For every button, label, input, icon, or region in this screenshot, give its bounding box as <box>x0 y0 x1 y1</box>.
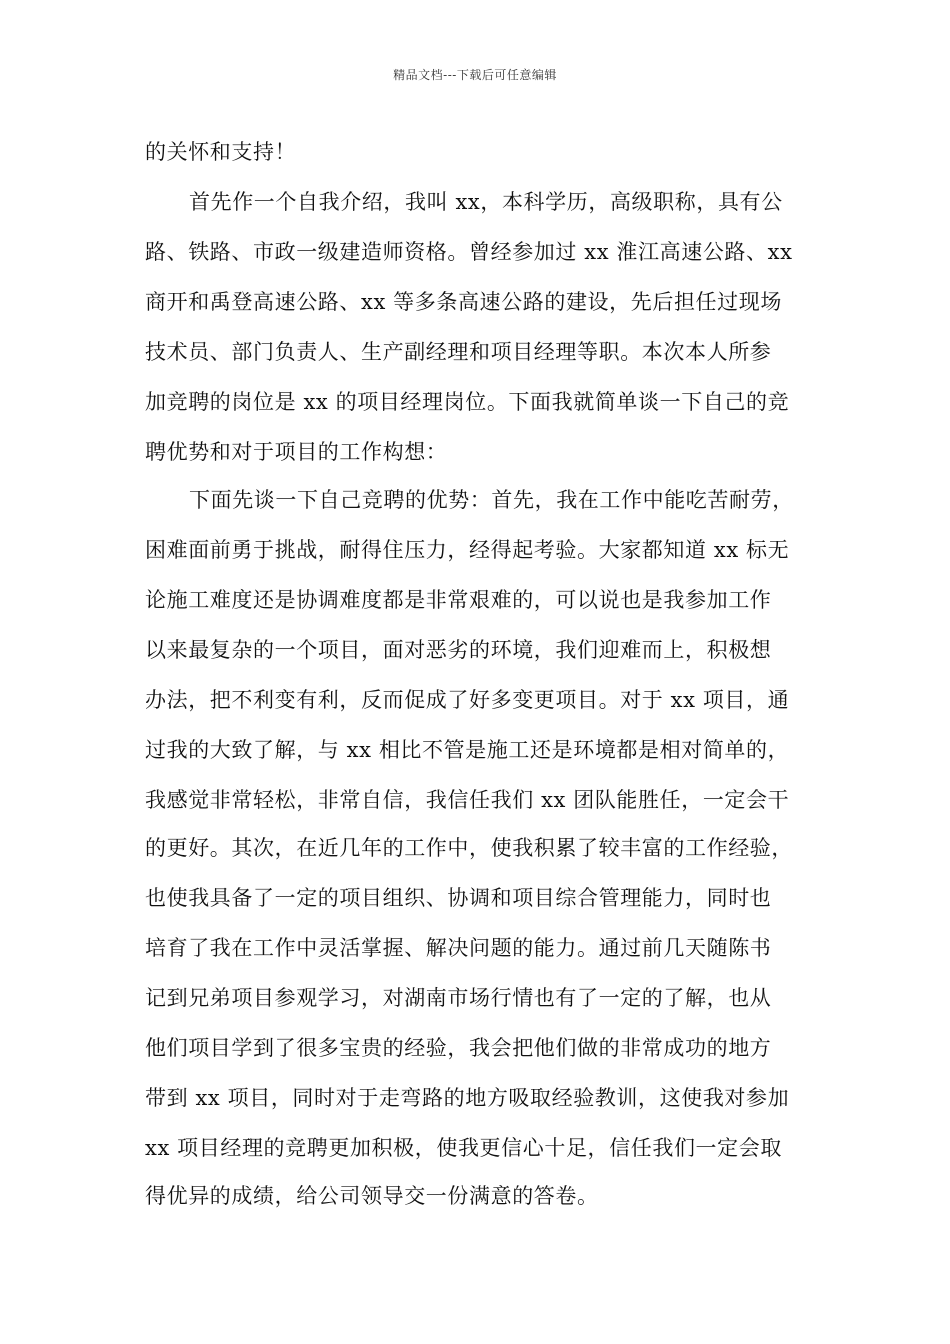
text-line: 论施工难度还是协调难度都是非常艰难的，可以说也是我参加工作 <box>145 588 772 612</box>
text-line: 他们项目学到了很多宝贵的经验，我会把他们做的非常成功的地方 <box>145 1036 772 1060</box>
text-line: 培育了我在工作中灵活掌握、解决问题的能力。通过前几天随陈书 <box>145 936 772 960</box>
text-line: 办法，把不利变有利，反而促成了好多变更项目。对于 xx 项目，通 <box>145 688 790 712</box>
text-line: xx 项目经理的竞聘更加积极，使我更信心十足，信任我们一定会取 <box>145 1136 782 1160</box>
text-line: 技术员、部门负责人、生产副经理和项目经理等职。本次本人所参 <box>145 340 772 364</box>
text-line: 过我的大致了解，与 xx 相比不管是施工还是环境都是相对简单的， <box>145 738 790 762</box>
text-line: 带到 xx 项目，同时对于走弯路的地方吸取经验教训，这使我对参加 <box>145 1086 790 1110</box>
text-line: 下面先谈一下自己竞聘的优势：首先，我在工作中能吃苦耐劳， <box>189 488 794 512</box>
text-line: 的关怀和支持！ <box>145 140 297 164</box>
text-line: 的更好。其次，在近几年的工作中，使我积累了较丰富的工作经验， <box>145 836 793 860</box>
text-line: 得优异的成绩，给公司领导交一份满意的答卷。 <box>145 1184 599 1208</box>
text-line: 路、铁路、市政一级建造师资格。曾经参加过 xx 淮江高速公路、xx <box>145 240 793 264</box>
text-line: 也使我具备了一定的项目组织、协调和项目综合管理能力，同时也 <box>145 886 772 910</box>
text-line: 以来最复杂的一个项目，面对恶劣的环境，我们迎难而上，积极想 <box>145 638 772 662</box>
page-header: 精品文档---下载后可任意编辑 <box>393 68 557 82</box>
text-line: 加竞聘的岗位是 xx 的项目经理岗位。下面我就简单谈一下自己的竞 <box>145 390 790 414</box>
text-line: 记到兄弟项目参观学习，对湖南市场行情也有了一定的了解，也从 <box>145 986 772 1010</box>
text-line: 商开和禹登高速公路、xx 等多条高速公路的建设，先后担任过现场 <box>145 290 782 314</box>
text-line: 聘优势和对于项目的工作构想： <box>145 440 448 464</box>
text-line: 我感觉非常轻松，非常自信，我信任我们 xx 团队能胜任，一定会干 <box>145 788 790 812</box>
text-line: 首先作一个自我介绍，我叫 xx，本科学历，高级职称，具有公 <box>189 190 783 214</box>
text-line: 困难面前勇于挑战，耐得住压力，经得起考验。大家都知道 xx 标无 <box>145 538 790 562</box>
